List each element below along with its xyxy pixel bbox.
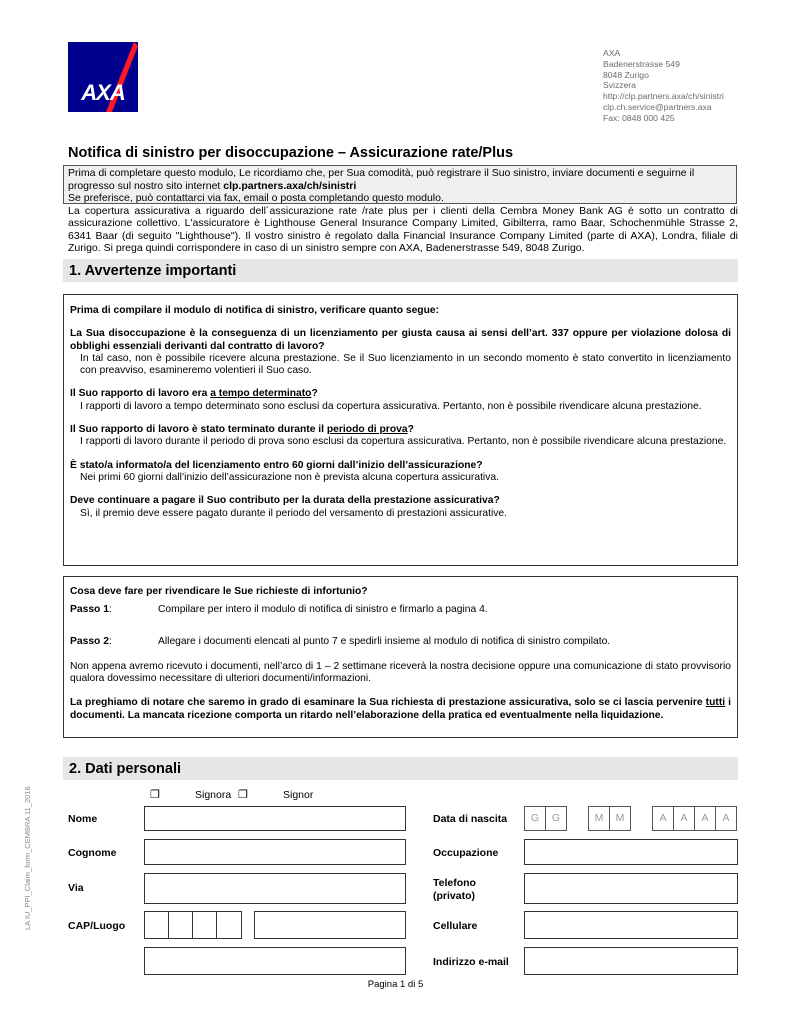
checkbox-signora[interactable]: ❐ bbox=[150, 789, 160, 801]
birth-year-cell[interactable]: A bbox=[694, 806, 716, 831]
address-email[interactable]: clp.ch.service@partners.axa bbox=[603, 101, 712, 112]
warning-answer: Sì, il premio deve essere pagato durante il periodo del versamento di prestazioni assicurative. bbox=[80, 507, 507, 519]
birth-day-cell[interactable]: G bbox=[545, 806, 567, 831]
company-address bbox=[603, 48, 724, 124]
extra-address-field[interactable] bbox=[144, 947, 406, 975]
warning-question: Deve continuare a pagare il Suo contributo per la durata della prestazione assicurativa? bbox=[70, 495, 500, 507]
step-1-colon: : bbox=[108, 604, 112, 616]
warning-question-end: ? bbox=[311, 388, 318, 400]
warning-answer: Nei primi 60 giorni dall’inizio dell’assicurazione non è prevista alcuna copertura assicurativa. bbox=[80, 471, 499, 483]
form-code: LA IU_PPI_Claim_form_CEMBRA 11_2016 bbox=[23, 786, 32, 930]
address-website[interactable]: http://clp.partners.axa/ch/sinistri bbox=[603, 91, 724, 102]
address-line: 8048 Zurigo bbox=[603, 69, 649, 80]
claim-title: Cosa deve fare per rivendicare le Sue richieste di infortunio? bbox=[70, 586, 368, 597]
label-occupazione: Occupazione bbox=[433, 847, 499, 859]
warning-question: Il Suo rapporto di lavoro era bbox=[70, 388, 211, 400]
warning-question: La Sua disoccupazione è la conseguenza di un licenziamento per giusta causa ai sensi dell’art. 337 oppure per violazione dolosa di obblighi essenziali derivanti dal contratto di lavoro? bbox=[70, 328, 731, 352]
intro-box bbox=[63, 165, 737, 204]
section-2-title: 2. Dati personali bbox=[69, 761, 182, 777]
birth-year-cell[interactable]: A bbox=[652, 806, 674, 831]
label-via: Via bbox=[68, 882, 84, 894]
step-1-label: Passo 1 bbox=[70, 604, 109, 616]
birth-year-cell[interactable]: A bbox=[715, 806, 737, 831]
cap-divider bbox=[216, 911, 217, 939]
section-1-title: 1. Avvertenze importanti bbox=[69, 263, 237, 279]
cap-divider bbox=[168, 911, 169, 939]
label-telefono-privato: (privato) bbox=[433, 890, 475, 902]
birth-day-cell[interactable]: G bbox=[524, 806, 546, 831]
coverage-paragraph: La copertura assicurativa a riguardo dell´assicurazione rate /rate plus per i clienti della Cembra Money Bank AG è sotto un contratto di assicurazione collettivo. L'assicuratore è Lighthouse General Insurance Company Limited, Gibilterra, ramo Baar, Schochenmühle Strasse 2, 6341 Baar (di seguito "Lighthouse"). Il vostro sinistro è regolato dalla Financial Insurance Company Limited (parte di AXA), Londra, filiale di Zurigo. Si prega quindi corrispondere in caso di un sinistro sempre con AXA, Badenerstrasse 549, 8048 Zurigo. bbox=[68, 205, 738, 255]
step-2-label: Passo 2 bbox=[70, 635, 109, 647]
cap-divider bbox=[192, 911, 193, 939]
via-field[interactable] bbox=[144, 873, 406, 904]
label-email: Indirizzo e-mail bbox=[433, 956, 509, 968]
label-telefono: Telefono bbox=[433, 877, 476, 889]
cognome-field[interactable] bbox=[144, 839, 406, 865]
axa-logo-text: AXA bbox=[81, 80, 125, 105]
warning-question-end: ? bbox=[407, 424, 414, 436]
document-title: Notifica di sinistro per disoccupazione – Assicurazione rate/Plus bbox=[68, 145, 514, 161]
warning-answer: In tal caso, non è possibile ricevere alcuna prestazione. Se il Suo licenziamento in un secondo momento è stato convertito in licenziamento con preavviso, esamineremo volentieri il Suo caso. bbox=[80, 352, 731, 377]
address-fax: Fax: 0848 000 425 bbox=[603, 112, 675, 123]
warning-answer: I rapporti di lavoro a tempo determinato sono esclusi da copertura assicurativa. Pertanto, non è possibile rivendicare alcuna prestazione. bbox=[80, 400, 702, 412]
warning-question-underlined: periodo di prova bbox=[326, 424, 408, 436]
label-cellulare: Cellulare bbox=[433, 920, 478, 932]
step-2-text: Allegare i documenti elencati al punto 7 e spedirli insieme al modulo di notifica di sinistro compilato. bbox=[158, 635, 611, 647]
step-2 bbox=[70, 636, 731, 648]
intro-text: Prima di completare questo modulo, Le ricordiamo che, per Sua comodità, può registrare il Suo sinistro, inviare documenti e seguirne il progresso sul nostro sito internet bbox=[68, 167, 695, 192]
address-line: Svizzera bbox=[603, 80, 636, 91]
nome-field[interactable] bbox=[144, 806, 406, 831]
telefono-field[interactable] bbox=[524, 873, 738, 904]
step-1 bbox=[70, 604, 731, 616]
step-2-colon: : bbox=[108, 635, 112, 647]
claim-note-end: i documenti. La mancata ricezione comporta un ritardo nell’elaborazione della pratica ed eventualmente nella liquidazione. bbox=[70, 697, 731, 721]
birth-month-cell[interactable]: M bbox=[588, 806, 610, 831]
address-line: AXA bbox=[603, 48, 621, 58]
warning-question: È stato/a informato/a del licenziamento entro 60 giorni dall’inizio dell’assicurazione? bbox=[70, 459, 483, 471]
step-1-text: Compilare per intero il modulo di notifica di sinistro e firmarlo a pagina 4. bbox=[158, 604, 488, 616]
axa-logo bbox=[68, 42, 138, 112]
claim-note-underlined: tutti bbox=[705, 697, 726, 709]
email-field[interactable] bbox=[524, 947, 738, 975]
checkbox-signor[interactable]: ❐ bbox=[238, 789, 248, 801]
label-nome: Nome bbox=[68, 813, 98, 825]
label-signora: Signora bbox=[195, 789, 232, 801]
claim-procedure-box bbox=[63, 576, 738, 738]
label-cognome: Cognome bbox=[68, 847, 117, 859]
luogo-field[interactable] bbox=[254, 911, 406, 939]
cap-field[interactable] bbox=[144, 911, 242, 939]
claim-note: La preghiamo di notare che saremo in grado di esaminare la Sua richiesta di prestazione assicurativa, solo se ci lascia pervenire bbox=[70, 697, 706, 709]
page-number: Pagina 1 di 5 bbox=[367, 979, 424, 990]
label-cap-luogo: CAP/Luogo bbox=[68, 920, 126, 932]
warning-answer: I rapporti di lavoro durante il periodo di prova sono esclusi da copertura assicurativa. Pertanto, non è possibile rivendicare alcuna prestazione. bbox=[80, 436, 727, 448]
birth-year-cell[interactable]: A bbox=[673, 806, 695, 831]
warnings-box bbox=[63, 294, 738, 566]
claim-decision-text: Non appena avremo ricevuto i documenti, nell’arco di 1 – 2 settimane riceverà la nostra decisione oppure una comunicazione di stato provvisorio qualora dovessimo necessitare di ulteriori documenti/informazioni. bbox=[70, 660, 731, 685]
intro-site-link[interactable]: clp.partners.axa/ch/sinistri bbox=[223, 179, 357, 192]
label-signor: Signor bbox=[283, 789, 314, 801]
warning-question-underlined: a tempo determinato bbox=[210, 388, 312, 400]
address-line: Badenerstrasse 549 bbox=[603, 58, 680, 69]
occupazione-field[interactable] bbox=[524, 839, 738, 865]
birth-month-cell[interactable]: M bbox=[609, 806, 631, 831]
cellulare-field[interactable] bbox=[524, 911, 738, 939]
label-data-nascita: Data di nascita bbox=[433, 813, 508, 825]
warning-question: Il Suo rapporto di lavoro è stato terminato durante il bbox=[70, 424, 327, 436]
intro-contact-text: Se preferisce, può contattarci via fax, email o posta completando questo modulo. bbox=[68, 192, 444, 205]
warnings-intro: Prima di compilare il modulo di notifica di sinistro, verificare quanto segue: bbox=[70, 305, 440, 316]
